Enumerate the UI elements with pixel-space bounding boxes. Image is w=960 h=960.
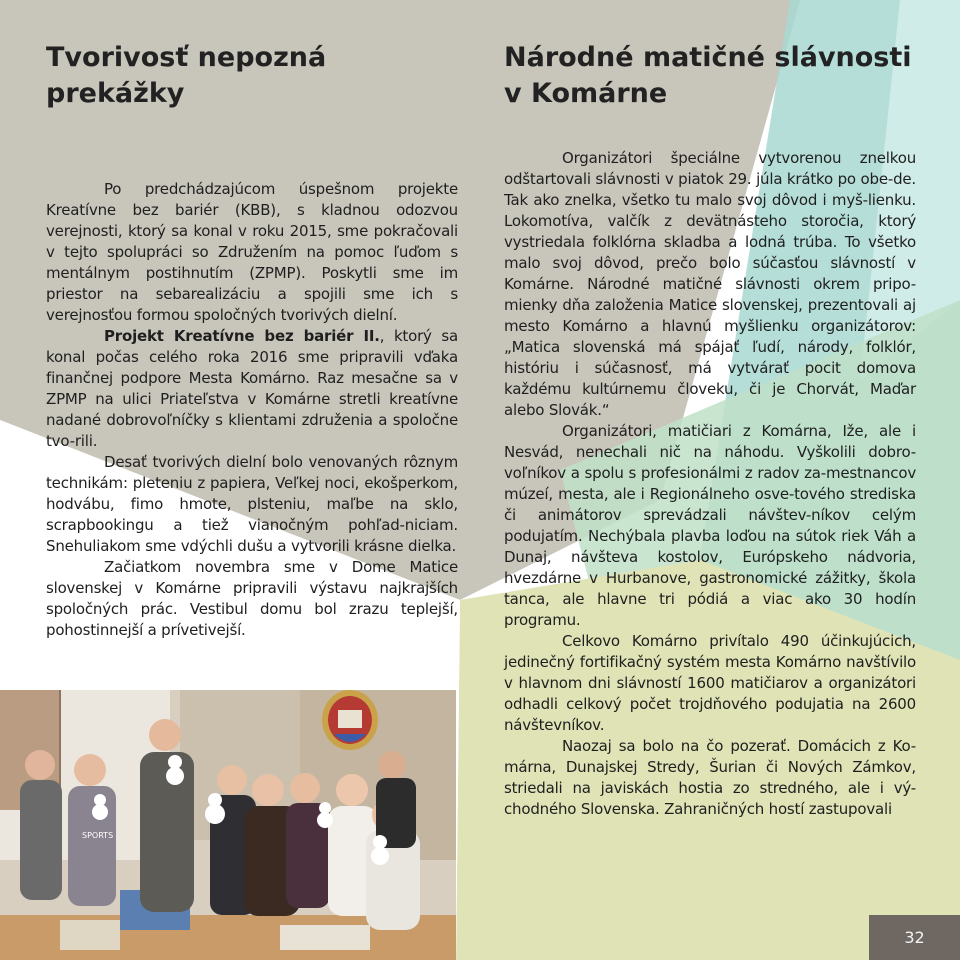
left-paragraph-1: Po predchádzajúcom úspešnom projekte Kreatívne bez bariér (KBB), s kladnou odozvou verejnosti, ktorý sa konal v roku 2015, sme pokračovali v tejto spolupráci so Združením na pomoc ľuďom s mentálnym postihnutím (ZPMP). Poskytli sme im priestor na sebarealizáciu a spojili sme ich s verejnosťou formou spoločných tvorivých dielní. <box>46 180 458 324</box>
group-photo-illustration <box>0 690 456 960</box>
right-title <box>504 40 916 112</box>
right-paragraph-2: Organizátori, matičiari z Komárna, Iže, ale i Nesvád, nenechali nič na náhodu. Vyškolili dobro-voľníkov a spolu s profesionálmi z radov za-mestnancov múzeí, mesta, ale i Regionálneho osve-tového strediska či animátorov sprevádzali návštev-níkov celým podujatím. Nechýbala plavba loďou na sútok riek Váh a Dunaj, návšteva kostolov, Európskeho nádvoria, hvezdárne v Hurbanove, gastronomické zážitky, škola tanca, ale hlavne tri pódiá a viac ako 30 hodín programu. <box>504 422 916 629</box>
coat-of-arms-icon <box>322 690 378 750</box>
left-column <box>46 40 458 641</box>
right-column <box>504 40 916 820</box>
right-title-line-2: v Komárne <box>504 78 668 109</box>
left-paragraph-2-bold: Projekt Kreatívne bez bariér II. <box>104 327 380 345</box>
right-paragraph-4: Naozaj sa bolo na čo pozerať. Domácich z Ko-márna, Dunajskej Stredy, Šurian či Nových Zámkov, striedali na javiskách hostia zo stredného, ale i vý-chodného Slovenska. Zahraničných hostí zastupovali <box>504 737 916 818</box>
left-paragraph-2 <box>46 326 458 452</box>
group-photo <box>0 690 456 960</box>
left-paragraph-3: Desať tvorivých dielní bolo venovaných rôznym technikám: pleteniu z papiera, Veľkej noci, ekošperkom, hodvábu, fimo hmote, plsteniu, maľbe na sklo, scrapbookingu a tiež vianočným pohľad-niciam. Snehuliakom sme vdýchli dušu a vytvorili krásne dielka. <box>46 453 458 555</box>
page-number-box <box>869 915 960 960</box>
right-paragraph-1: Organizátori špeciálne vytvorenou znelkou odštartovali slávnosti v piatok 29. júla krátko po obe-de. Tak ako znelka, všetko tu malo svoj dôvod i myš-lienku. Lokomotíva, valčík z devätnásteho storočia, ktorý vystriedala folklórna skladba a lodná trúba. To všetko malo svoj dôvod, prečo bolo súčasťou slávností v Komárne. Národné matičné slávnosti okrem pripo-mienky dňa založenia Matice slovenskej, prezentovali aj mesto Komárno a hlavnú myšlienku organizátorov: „Matica slovenská má spájať ľudí, národy, folklór, históriu i súčasnosť, má vytvárať pocit domova každému kultúrnemu človeku, či je Chorvát, Maďar alebo Slovák.“ <box>504 149 916 419</box>
page-number: 32 <box>904 928 925 947</box>
right-paragraph-3: Celkovo Komárno privítalo 490 účinkujúcich, jedinečný fortifikačný systém mesta Komárno navštívilo v hlavnom dni slávností 1600 matičiarov a organizátori odhadli celkový počet trojdňového podujatia na 2600 návštevníkov. <box>504 632 916 734</box>
left-title: Tvorivosť nepozná prekážky <box>46 42 327 109</box>
left-paragraph-2-rest: , ktorý sa konal počas celého roka 2016 sme pripravili vďaka finančnej podpore Mesta Komárno. Raz mesačne sa v ZPMP na ulici Priateľstva v Komárne stretli kreatívne nadané dobrovoľníčky s klientami združenia a spoločne tvo-rili. <box>46 327 458 450</box>
shirt-print: SPORTS <box>82 831 114 840</box>
right-title-line-1: Národné matičné slávnosti <box>504 42 912 73</box>
left-paragraph-4: Začiatkom novembra sme v Dome Matice slovenskej v Komárne pripravili výstavu najkrajších spoločných prác. Vestibul domu bol zrazu teplejší, pohostinnejší a prívetivejší. <box>46 558 458 639</box>
